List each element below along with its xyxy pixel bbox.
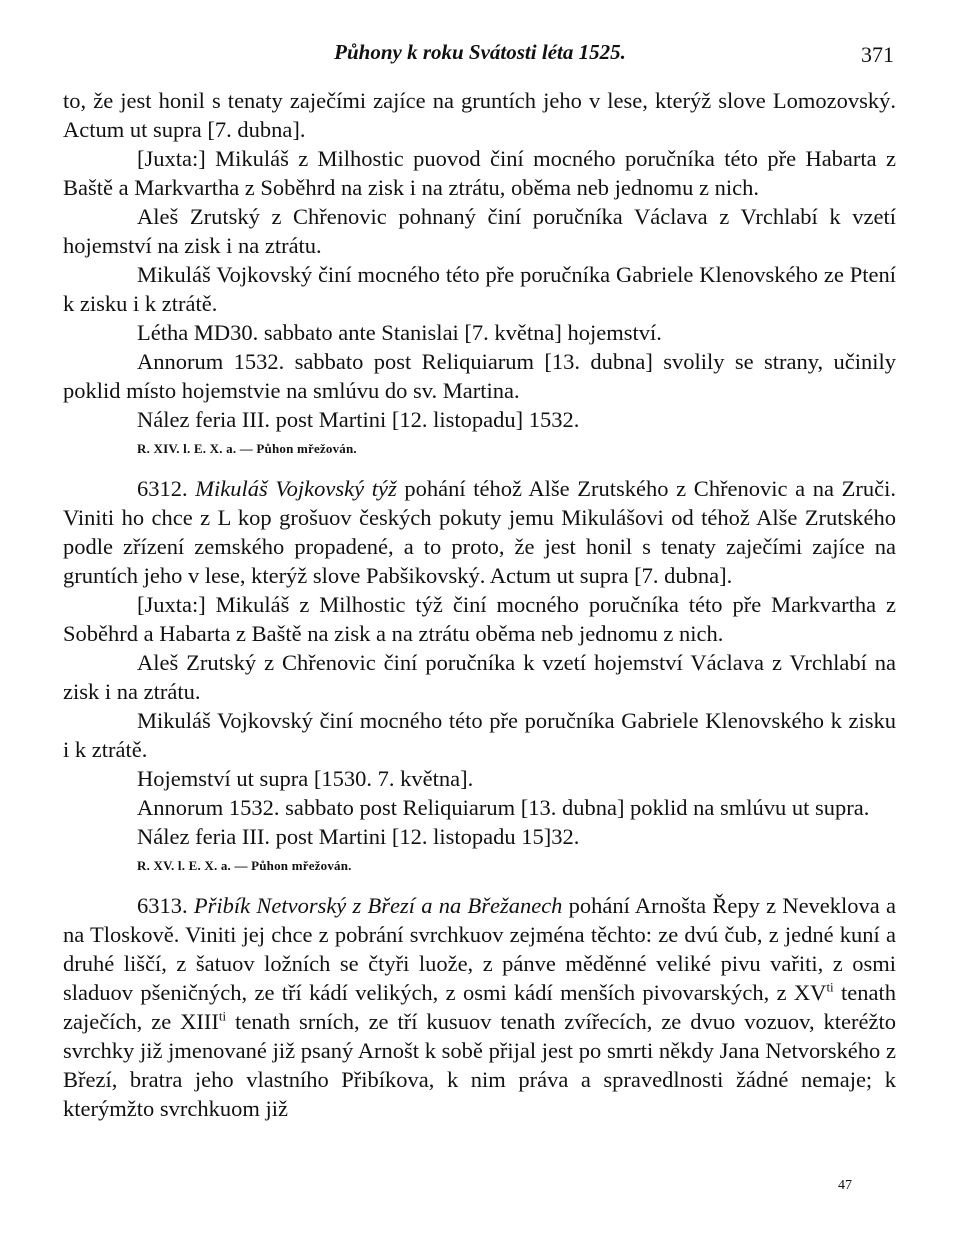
- page-body: [63, 86, 896, 1123]
- paragraph: Nález feria III. post Martini [12. listopadu 15]32.: [137, 824, 580, 849]
- paragraph: [Juxta:] Mikuláš z Milhostic týž činí mocného poručníka této pře Markvartha z Soběhrd a Habarta z Baště na zisk a na ztrátu oběma neb jednomu z nich.: [63, 592, 896, 646]
- archival-note: R. XV. l. E. X. a. — Půhon mřežován.: [137, 858, 352, 873]
- entry-6313: [63, 891, 896, 1123]
- paragraph: Mikuláš Vojkovský činí mocného této pře poručníka Gabriele Klenovského ze Ptení k zisku i k ztrátě.: [63, 262, 896, 316]
- entry-6312: [63, 474, 896, 590]
- paragraph: Mikuláš Vojkovský činí mocného této pře poručníka Gabriele Klenovského k zisku i k ztrátě.: [63, 708, 896, 762]
- entry-text: pohání Arnošta Řepy z Neveklova a na Tloskově. Viniti jej chce z pobrání svrchkuov zejména těchto: ze dvú čub, z jedné kuní a druhé liščí, z šatuov ložních se čtyři luože, z pánve měděnné veliké pivu vařiti, z osmi sladuov pšeničných, ze tří kádí velikých, z osmi kádí menších pivovarských, z XV: [63, 893, 896, 1005]
- paragraph: Annorum 1532. sabbato post Reliquiarum [13. dubna] svolily se strany, učinily poklid místo hojemstvie na smlúvu do sv. Martina.: [63, 349, 896, 403]
- paragraph: Annorum 1532. sabbato post Reliquiarum [13. dubna] poklid na smlúvu ut supra.: [137, 795, 870, 820]
- entry-text: tenath zaječích, ze XIII: [63, 980, 896, 1034]
- signature-mark: 47: [838, 1178, 852, 1193]
- entry-text: tenath srních, ze tří kusuov tenath zvířecích, ze dvuo vozuov, kteréžto svrchky již jmenované již psaný Arnošt k sobě přijal jest po smrti někdy Jana Netvorského z Březí, bratra jeho vlastního Přibíkova, k nim práva a spravedlnosti žádné nemaje; k kterýmžto svrchkuom již: [63, 1009, 896, 1121]
- paragraph: Hojemství ut supra [1530. 7. května].: [137, 766, 474, 791]
- superscript: ti: [218, 1008, 227, 1024]
- entry-party-name: Přibík Netvorský z Březí a na Břežanech: [193, 893, 563, 918]
- paragraph: to, že jest honil s tenaty zaječími zajíce na gruntích jeho v lese, kterýž slove Lomozovský. Actum ut supra [7. dubna].: [63, 88, 896, 142]
- page-number: 371: [861, 42, 894, 67]
- paragraph: [Juxta:] Mikuláš z Milhostic puovod činí mocného poručníka této pře Habarta z Baště a Markvartha z Soběhrd na zisk i na ztrátu, oběma neb jednomu z nich.: [63, 146, 896, 200]
- paragraph: Nález feria III. post Martini [12. listopadu] 1532.: [137, 407, 580, 432]
- paragraph: Aleš Zrutský z Chřenovic činí poručníka k vzetí hojemství Václava z Vrchlabí na zisk i na ztrátu.: [63, 650, 896, 704]
- header-title: Půhony k roku Svátosti léta 1525.: [334, 40, 626, 64]
- entry-text: pohání téhož Alše Zrutského z Chřenovic a na Zruči. Viniti ho chce z L kop grošuov českých pokuty jemu Mikulášovi od téhož Alše Zrutského podle zřízení zemského propadené, a to proto, že jest honil s tenaty zaječími zajíce na gruntích jeho v lese, kterýž slove Pabšikovský. Actum ut supra [7. dubna].: [63, 476, 897, 588]
- entry-number: 6312.: [137, 476, 188, 501]
- archival-note: R. XIV. l. E. X. a. — Půhon mřežován.: [137, 441, 357, 456]
- entry-party-name: Mikuláš Vojkovský týž: [195, 476, 397, 501]
- paragraph: Létha MD30. sabbato ante Stanislai [7. května] hojemství.: [137, 320, 662, 345]
- running-header: [0, 38, 960, 68]
- superscript: ti: [826, 979, 834, 995]
- paragraph: Aleš Zrutský z Chřenovic pohnaný činí poručníka Václava z Vrchlabí k vzetí hojemství na zisk i na ztrátu.: [63, 204, 896, 258]
- entry-number: 6313.: [137, 893, 188, 918]
